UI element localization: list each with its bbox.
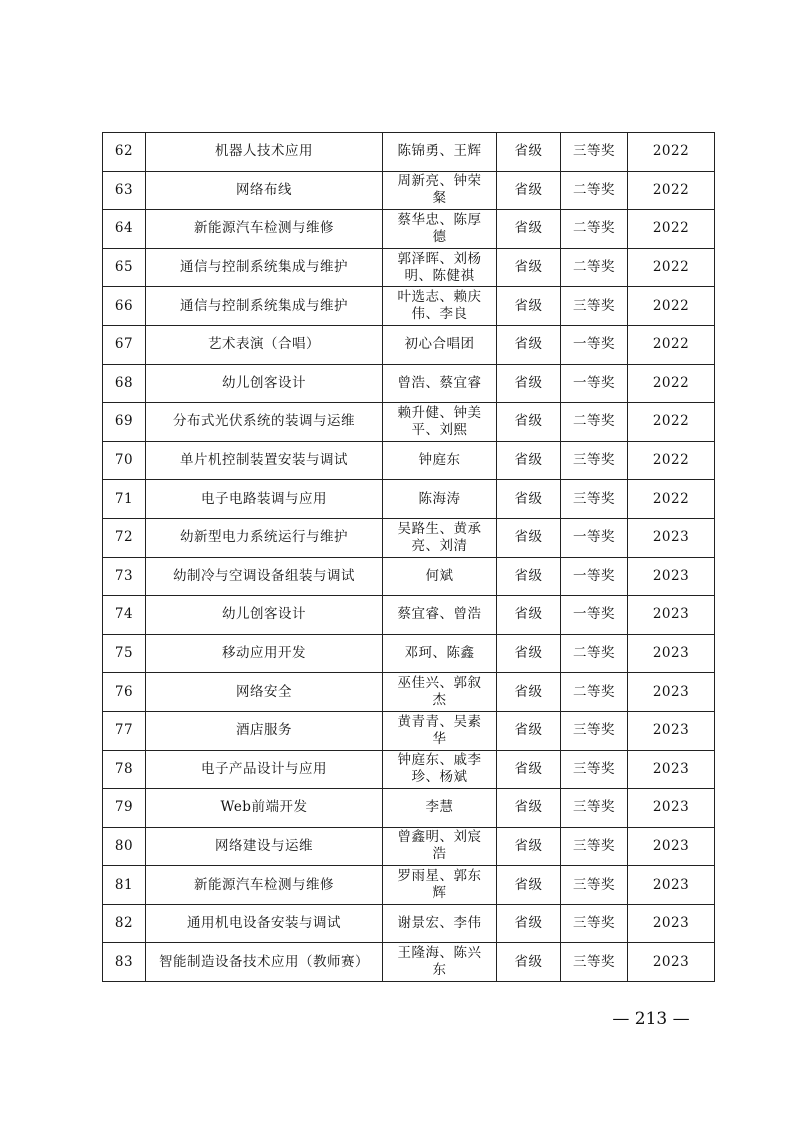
year-cell: 2022	[628, 325, 715, 364]
project-name-cell: 幼儿创客设计	[146, 364, 383, 403]
row-number-cell: 63	[103, 171, 146, 210]
winners-text: 曾鑫明、刘宸浩	[397, 829, 482, 863]
table-row	[103, 634, 715, 673]
winners-text: 陈海涛	[418, 490, 461, 507]
winners-text: 钟庭东、戚李珍、杨斌	[397, 752, 482, 786]
project-name-cell: 新能源汽车检测与维修	[146, 210, 383, 249]
prize-grade-cell: 三等奖	[561, 827, 628, 866]
award-level-cell: 省级	[497, 171, 561, 210]
award-level-cell: 省级	[497, 711, 561, 750]
award-level-cell: 省级	[497, 364, 561, 403]
winners-text: 邓珂、陈鑫	[404, 645, 475, 662]
prize-grade-cell: 三等奖	[561, 480, 628, 519]
award-level-cell: 省级	[497, 403, 561, 442]
row-number-cell: 82	[103, 904, 146, 943]
winners-cell	[383, 711, 497, 750]
table-row	[103, 325, 715, 364]
project-name-cell: 通信与控制系统集成与维护	[146, 248, 383, 287]
winners-text: 初心合唱团	[404, 336, 475, 353]
winners-cell	[383, 133, 497, 172]
winners-cell	[383, 943, 497, 982]
row-number-cell: 64	[103, 210, 146, 249]
project-name-cell: 新能源汽车检测与维修	[146, 866, 383, 905]
project-name-cell: 网络建设与运维	[146, 827, 383, 866]
year-cell: 2023	[628, 711, 715, 750]
prize-grade-cell: 一等奖	[561, 518, 628, 557]
award-level-cell: 省级	[497, 557, 561, 596]
award-level-cell: 省级	[497, 287, 561, 326]
table-row	[103, 866, 715, 905]
year-cell: 2023	[628, 904, 715, 943]
award-level-cell: 省级	[497, 518, 561, 557]
row-number-cell: 83	[103, 943, 146, 982]
row-number-cell: 78	[103, 750, 146, 789]
project-name-cell: 幼制冷与空调设备组装与调试	[146, 557, 383, 596]
year-cell: 2023	[628, 789, 715, 828]
table-row	[103, 904, 715, 943]
award-level-cell: 省级	[497, 133, 561, 172]
winners-cell	[383, 634, 497, 673]
table-row	[103, 557, 715, 596]
row-number-cell: 69	[103, 403, 146, 442]
prize-grade-cell: 二等奖	[561, 210, 628, 249]
year-cell: 2023	[628, 634, 715, 673]
project-name-cell: 网络安全	[146, 673, 383, 712]
row-number-cell: 72	[103, 518, 146, 557]
project-name-cell: 幼新型电力系统运行与维护	[146, 518, 383, 557]
project-name-cell: 通用机电设备安装与调试	[146, 904, 383, 943]
table-row	[103, 403, 715, 442]
awards-table-body	[103, 133, 715, 982]
row-number-cell: 62	[103, 133, 146, 172]
winners-text: 陈锦勇、王辉	[397, 143, 482, 160]
project-name-cell: 艺术表演（合唱）	[146, 325, 383, 364]
prize-grade-cell: 二等奖	[561, 403, 628, 442]
award-level-cell: 省级	[497, 827, 561, 866]
table-row	[103, 248, 715, 287]
prize-grade-cell: 三等奖	[561, 711, 628, 750]
year-cell: 2022	[628, 210, 715, 249]
row-number-cell: 68	[103, 364, 146, 403]
project-name-cell: 分布式光伏系统的装调与运维	[146, 403, 383, 442]
winners-text: 赖升健、钟美平、刘熙	[397, 404, 482, 438]
prize-grade-cell: 二等奖	[561, 171, 628, 210]
award-level-cell: 省级	[497, 943, 561, 982]
prize-grade-cell: 三等奖	[561, 866, 628, 905]
prize-grade-cell: 二等奖	[561, 248, 628, 287]
project-name-cell: Web前端开发	[146, 789, 383, 828]
table-row	[103, 827, 715, 866]
winners-cell	[383, 750, 497, 789]
winners-text: 谢景宏、李伟	[397, 915, 482, 932]
year-cell: 2022	[628, 441, 715, 480]
row-number-cell: 77	[103, 711, 146, 750]
prize-grade-cell: 三等奖	[561, 904, 628, 943]
page-number: — 213 —	[612, 1009, 690, 1029]
winners-text: 王隆海、陈兴东	[397, 945, 482, 979]
year-cell: 2023	[628, 827, 715, 866]
year-cell: 2022	[628, 248, 715, 287]
prize-grade-cell: 三等奖	[561, 750, 628, 789]
table-row	[103, 673, 715, 712]
year-cell: 2022	[628, 133, 715, 172]
winners-text: 钟庭东	[418, 452, 461, 469]
winners-cell	[383, 403, 497, 442]
prize-grade-cell: 三等奖	[561, 789, 628, 828]
row-number-cell: 70	[103, 441, 146, 480]
winners-text: 曾浩、蔡宜睿	[397, 374, 482, 391]
project-name-cell: 电子产品设计与应用	[146, 750, 383, 789]
winners-cell	[383, 210, 497, 249]
row-number-cell: 71	[103, 480, 146, 519]
row-number-cell: 74	[103, 596, 146, 635]
project-name-cell: 智能制造设备技术应用（教师赛）	[146, 943, 383, 982]
year-cell: 2023	[628, 866, 715, 905]
table-row	[103, 750, 715, 789]
project-name-cell: 幼儿创客设计	[146, 596, 383, 635]
year-cell: 2022	[628, 287, 715, 326]
year-cell: 2023	[628, 943, 715, 982]
award-level-cell: 省级	[497, 673, 561, 712]
awards-table	[102, 132, 715, 982]
winners-cell	[383, 171, 497, 210]
winners-text: 李慧	[425, 799, 454, 816]
award-level-cell: 省级	[497, 480, 561, 519]
award-level-cell: 省级	[497, 750, 561, 789]
table-row	[103, 518, 715, 557]
project-name-cell: 电子电路装调与应用	[146, 480, 383, 519]
project-name-cell: 酒店服务	[146, 711, 383, 750]
project-name-cell: 移动应用开发	[146, 634, 383, 673]
project-name-cell: 机器人技术应用	[146, 133, 383, 172]
row-number-cell: 80	[103, 827, 146, 866]
winners-cell	[383, 673, 497, 712]
award-level-cell: 省级	[497, 441, 561, 480]
award-level-cell: 省级	[497, 325, 561, 364]
row-number-cell: 67	[103, 325, 146, 364]
prize-grade-cell: 一等奖	[561, 364, 628, 403]
row-number-cell: 73	[103, 557, 146, 596]
winners-text: 何斌	[425, 567, 454, 584]
table-row	[103, 133, 715, 172]
winners-cell	[383, 866, 497, 905]
winners-cell	[383, 480, 497, 519]
row-number-cell: 79	[103, 789, 146, 828]
winners-cell	[383, 557, 497, 596]
table-row	[103, 711, 715, 750]
project-name-cell: 通信与控制系统集成与维护	[146, 287, 383, 326]
winners-cell	[383, 287, 497, 326]
prize-grade-cell: 一等奖	[561, 596, 628, 635]
winners-cell	[383, 364, 497, 403]
award-level-cell: 省级	[497, 789, 561, 828]
year-cell: 2022	[628, 171, 715, 210]
table-row	[103, 480, 715, 519]
year-cell: 2023	[628, 596, 715, 635]
table-row	[103, 596, 715, 635]
award-level-cell: 省级	[497, 596, 561, 635]
winners-cell	[383, 904, 497, 943]
row-number-cell: 75	[103, 634, 146, 673]
table-row	[103, 789, 715, 828]
award-level-cell: 省级	[497, 904, 561, 943]
award-level-cell: 省级	[497, 634, 561, 673]
row-number-cell: 76	[103, 673, 146, 712]
winners-text: 罗雨星、郭东辉	[397, 868, 482, 902]
award-level-cell: 省级	[497, 210, 561, 249]
table-row	[103, 364, 715, 403]
table-row	[103, 171, 715, 210]
prize-grade-cell: 三等奖	[561, 441, 628, 480]
table-row	[103, 943, 715, 982]
table-row	[103, 441, 715, 480]
winners-text: 蔡华忠、陈厚德	[397, 211, 482, 245]
year-cell: 2023	[628, 673, 715, 712]
row-number-cell: 66	[103, 287, 146, 326]
winners-cell	[383, 827, 497, 866]
year-cell: 2023	[628, 557, 715, 596]
year-cell: 2023	[628, 750, 715, 789]
winners-cell	[383, 596, 497, 635]
prize-grade-cell: 三等奖	[561, 133, 628, 172]
row-number-cell: 65	[103, 248, 146, 287]
winners-cell	[383, 441, 497, 480]
year-cell: 2022	[628, 480, 715, 519]
year-cell: 2022	[628, 403, 715, 442]
winners-cell	[383, 325, 497, 364]
winners-cell	[383, 518, 497, 557]
winners-text: 吴路生、黄承亮、刘清	[397, 520, 482, 554]
winners-text: 叶选志、赖庆伟、李良	[397, 289, 482, 323]
winners-cell	[383, 248, 497, 287]
prize-grade-cell: 一等奖	[561, 325, 628, 364]
winners-text: 蔡宜睿、曾浩	[397, 606, 482, 623]
prize-grade-cell: 三等奖	[561, 287, 628, 326]
prize-grade-cell: 二等奖	[561, 673, 628, 712]
winners-text: 周新亮、钟荣粲	[397, 173, 482, 207]
prize-grade-cell: 二等奖	[561, 634, 628, 673]
row-number-cell: 81	[103, 866, 146, 905]
prize-grade-cell: 三等奖	[561, 943, 628, 982]
winners-text: 黄青青、吴素华	[397, 713, 482, 747]
award-level-cell: 省级	[497, 866, 561, 905]
project-name-cell: 网络布线	[146, 171, 383, 210]
winners-text: 郭泽晖、刘杨明、陈健祺	[397, 250, 482, 284]
table-row	[103, 287, 715, 326]
year-cell: 2022	[628, 364, 715, 403]
table-row	[103, 210, 715, 249]
project-name-cell: 单片机控制装置安装与调试	[146, 441, 383, 480]
year-cell: 2023	[628, 518, 715, 557]
winners-cell	[383, 789, 497, 828]
winners-text: 巫佳兴、郭叙杰	[397, 675, 482, 709]
prize-grade-cell: 一等奖	[561, 557, 628, 596]
award-level-cell: 省级	[497, 248, 561, 287]
